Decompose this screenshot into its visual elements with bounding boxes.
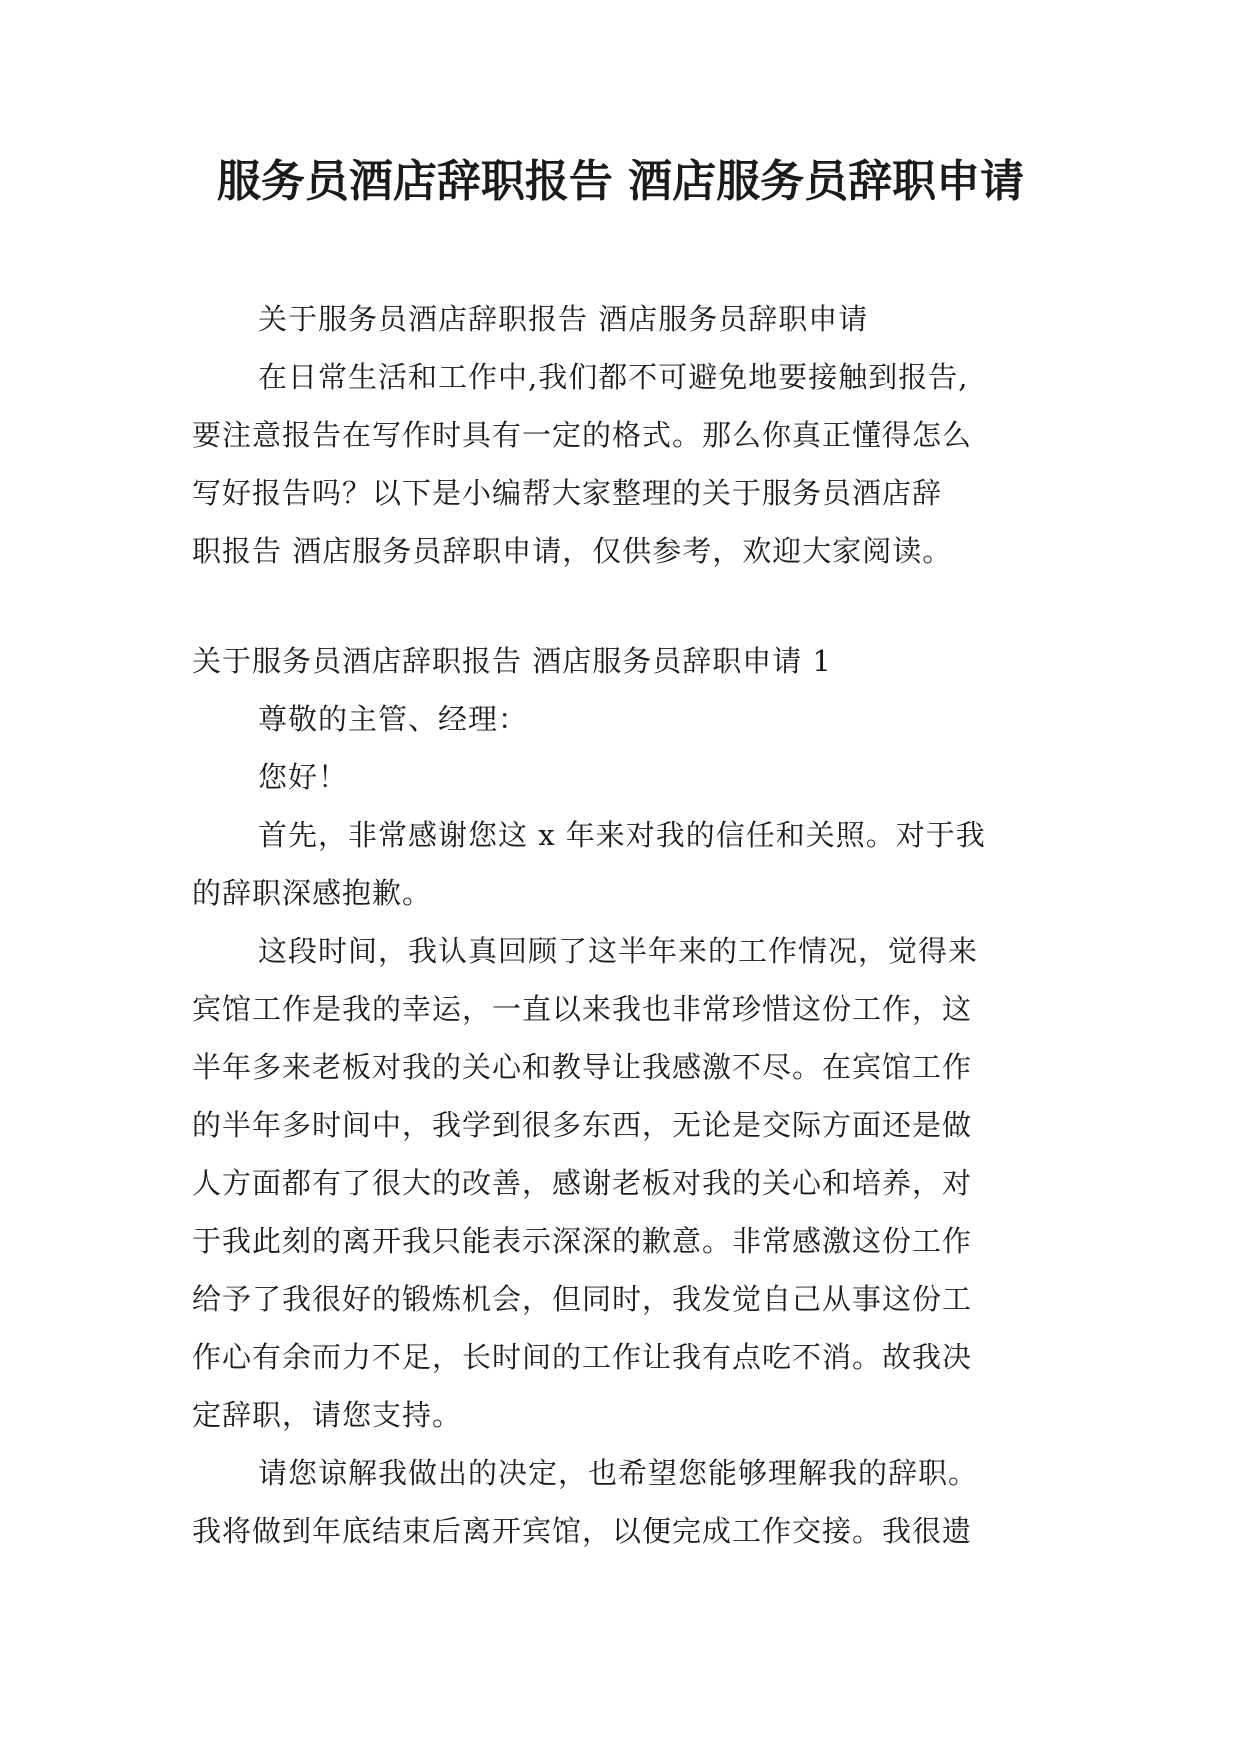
paragraph-1-line-1: 首先，非常感谢您这 x 年来对我的信任和关照。对于我	[258, 818, 986, 852]
paragraph-2-line-8: 作心有余而力不足，长时间的工作让我有点吃不消。故我决	[192, 1340, 973, 1374]
intro-line-4: 职报告 酒店服务员辞职申请，仅供参考，欢迎大家阅读。	[192, 534, 953, 568]
paragraph-3-line-2: 我将做到年底结束后离开宾馆，以便完成工作交接。我很遗	[192, 1514, 973, 1548]
paragraph-1	[192, 806, 1054, 922]
section-heading-line: 关于服务员酒店辞职报告 酒店服务员辞职申请 1	[192, 644, 832, 678]
greeting	[192, 748, 1054, 806]
salutation	[192, 690, 1054, 748]
paragraph-2-line-1: 这段时间，我认真回顾了这半年来的工作情况，觉得来	[258, 934, 979, 968]
intro-line-2: 要注意报告在写作时具有一定的格式。那么你真正懂得怎么	[192, 418, 973, 452]
salutation-line: 尊敬的主管、经理：	[258, 702, 529, 736]
paragraph-3	[192, 1444, 1054, 1560]
document-body	[192, 290, 1054, 1560]
paragraph-2-line-3: 半年多来老板对我的关心和教导让我感激不尽。在宾馆工作	[192, 1050, 973, 1084]
section-heading	[192, 632, 1054, 690]
intro-heading	[192, 290, 1054, 348]
paragraph-2-line-5: 人方面都有了很大的改善，感谢老板对我的关心和培养，对	[192, 1166, 973, 1200]
paragraph-2-line-9: 定辞职，请您支持。	[192, 1398, 463, 1432]
paragraph-1-line-2: 的辞职深感抱歉。	[192, 876, 433, 910]
paragraph-2	[192, 922, 1054, 1444]
intro-paragraph	[192, 348, 1054, 580]
paragraph-2-line-7: 给予了我很好的锻炼机会，但同时，我发觉自己从事这份工	[192, 1282, 973, 1316]
paragraph-2-line-6: 于我此刻的离开我只能表示深深的歉意。非常感激这份工作	[192, 1224, 973, 1258]
paragraph-2-line-4: 的半年多时间中，我学到很多东西，无论是交际方面还是做	[192, 1108, 973, 1142]
intro-line-3: 写好报告吗？以下是小编帮大家整理的关于服务员酒店辞	[192, 476, 943, 510]
section-gap	[192, 580, 1054, 632]
intro-heading-line: 关于服务员酒店辞职报告 酒店服务员辞职申请	[258, 302, 869, 336]
paragraph-3-line-1: 请您谅解我做出的决定，也希望您能够理解我的辞职。	[258, 1456, 979, 1490]
document-title: 服务员酒店辞职报告 酒店服务员辞职申请	[216, 156, 1025, 207]
paragraph-2-line-2: 宾馆工作是我的幸运，一直以来我也非常珍惜这份工作，这	[192, 992, 973, 1026]
intro-line-1: 在日常生活和工作中,我们都不可避免地要接触到报告,	[258, 360, 969, 394]
greeting-line: 您好！	[258, 760, 349, 794]
